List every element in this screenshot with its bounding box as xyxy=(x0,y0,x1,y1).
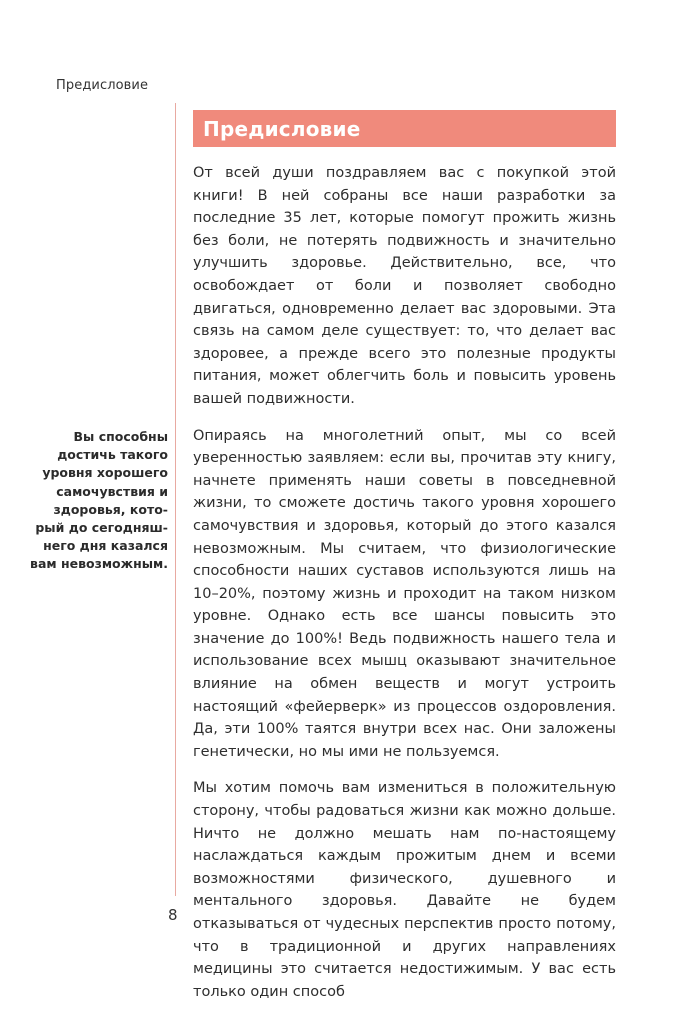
margin-divider xyxy=(175,103,176,896)
paragraph: Опираясь на многолетний опыт, мы со всей уверенностью заявляем: если вы, прочитав эту книгу, начнете применять наши советы в повседневной жизни, то сможете достичь такого уровня хорошего самочувствия и здоровья, который до этого казался невозможным. Мы считаем, что физиологические способности наших суставов используются лишь на 10–20%, поэтому жизнь и проходит на таком низком уровне. Однако есть все шансы повысить это значение до 100%! Ведь подвижность нашего тела и использование всех мышц оказывают значительное влияние на обмен веществ и могут устроить настоящий «фейерверк» из процессов оздоровления. Да, эти 100% таятся внутри всех нас. Они заложены генетически, но мы ими не пользуемся. xyxy=(193,427,616,760)
paragraph: Мы хотим помочь вам измениться в положительную сторону, чтобы радоваться жизни как можно дольше. Ничто не должно мешать нам по-настоящему наслаждаться каждым прожитым днем и всеми возможностями физического, душевного и ментального здоровья. Давайте не будем отказываться от чудесных перспектив просто потому, что в традиционной и других направлениях медицины это считается недостижимым. У вас есть только один способ xyxy=(193,780,616,1000)
page-number: 8 xyxy=(168,906,178,924)
chapter-title: Предисловие xyxy=(203,116,361,141)
pull-quote: Вы способны достичь такого уровня хорошего самочувствия и здоровья, который до сегодняшнего дня казался вам невозможным. xyxy=(30,429,168,572)
running-header: Предисловие xyxy=(56,78,149,93)
chapter-title-bar xyxy=(193,110,616,147)
paragraph: От всей души поздравляем вас с покупкой этой книги! В ней собраны все наши разработки за последние 35 лет, которые помогут прожить жизнь без боли, не потерять подвижность и значительно улучшить здоровье. Действительно, все, что освобождает от боли и позволяет свободно двигаться, одновременно делает вас здоровыми. Эта связь на самом деле существует: то, что делает вас здоровее, а прежде всего это полезные продукты питания, может облегчить боль и повысить уровень вашей подвижности. xyxy=(193,165,616,407)
body-text xyxy=(193,162,616,1017)
